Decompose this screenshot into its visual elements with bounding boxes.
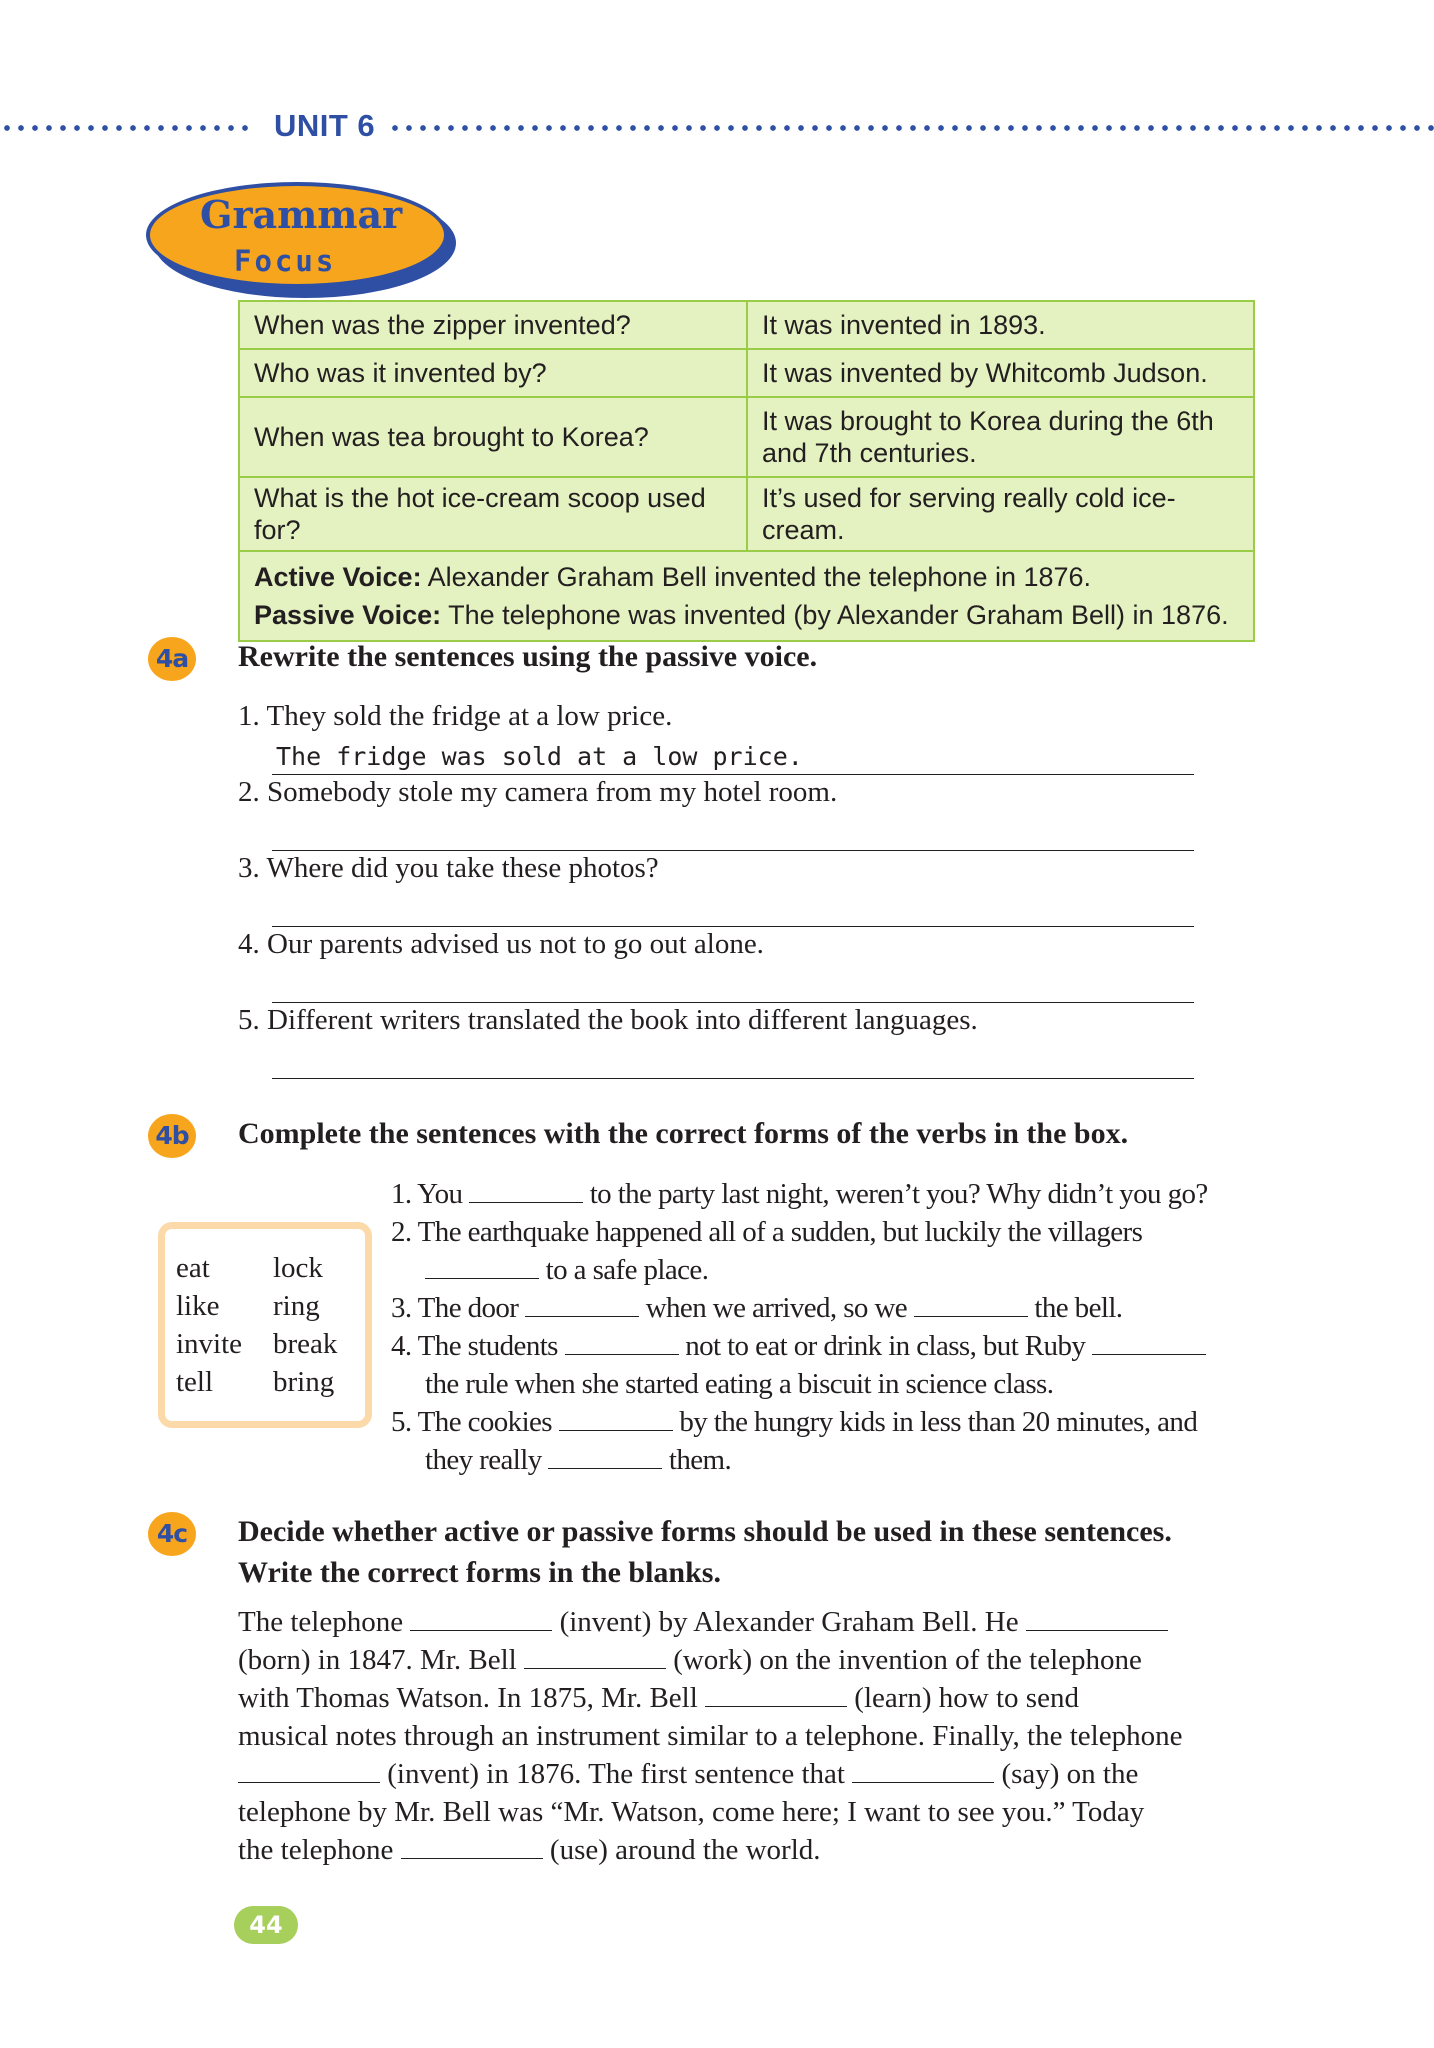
- example-answer: The fridge was sold at a low price.: [276, 742, 803, 771]
- question-cell: When was tea brought to Korea?: [239, 397, 747, 477]
- paragraph-text: the telephone: [238, 1834, 394, 1866]
- blank[interactable]: [238, 1758, 380, 1783]
- paragraph-line: [238, 1644, 1142, 1677]
- sentence-line: [425, 1368, 1053, 1401]
- question-cell: When was the zipper invented?: [239, 301, 747, 349]
- paragraph-text: musical notes through an instrument similar to a telephone. Finally, the telephone: [238, 1720, 1183, 1752]
- word-item: ring: [273, 1290, 320, 1322]
- passive-voice-label: Passive Voice:: [254, 600, 442, 630]
- sentence-text: them.: [668, 1444, 732, 1476]
- list-item: 2. Somebody stole my camera from my hotel room.: [238, 776, 838, 808]
- paragraph-text: The telephone: [238, 1606, 404, 1638]
- page-number: 44: [234, 1906, 298, 1944]
- sentence-line: [391, 1330, 1206, 1363]
- sentence-line: [391, 1292, 1122, 1325]
- header-dots-right: [388, 125, 1434, 131]
- blank[interactable]: [914, 1292, 1028, 1317]
- paragraph-line: [238, 1834, 821, 1867]
- paragraph-text: (work) on the invention of the telephone: [673, 1644, 1142, 1676]
- active-voice-label: Active Voice:: [254, 562, 422, 592]
- sentence-text: to a safe place.: [545, 1254, 709, 1286]
- word-item: break: [273, 1328, 338, 1360]
- blank[interactable]: [1026, 1606, 1168, 1631]
- sentence-line: [391, 1216, 1142, 1249]
- answer-line[interactable]: [272, 814, 1194, 851]
- paragraph-text: with Thomas Watson. In 1875, Mr. Bell: [238, 1682, 698, 1714]
- paragraph-text: (say) on the: [1001, 1758, 1139, 1790]
- list-item: 4. Our parents advised us not to go out alone.: [238, 928, 764, 960]
- paragraph-text: telephone by Mr. Bell was “Mr. Watson, come here; I want to see you.” Today: [238, 1796, 1145, 1828]
- paragraph-line: [238, 1796, 1144, 1829]
- exercise-badge-4b: 4b: [148, 1114, 196, 1158]
- sentence-text: 4. The students: [391, 1330, 558, 1362]
- exercise-title-4c-line1: Decide whether active or passive forms should be used in these sentences.: [238, 1515, 1172, 1548]
- question-cell: What is the hot ice-cream scoop used for?: [239, 477, 747, 551]
- word-item: invite: [176, 1328, 243, 1360]
- blank[interactable]: [469, 1178, 583, 1203]
- voice-row: [239, 551, 1254, 641]
- paragraph-line: [238, 1606, 1168, 1639]
- table-row: [239, 397, 1254, 477]
- word-item: bring: [273, 1366, 335, 1398]
- blank[interactable]: [705, 1682, 847, 1707]
- badge-subtitle: Focus: [234, 244, 337, 278]
- exercise-title-4a: Rewrite the sentences using the passive voice.: [238, 640, 818, 673]
- sentence-text: they really: [425, 1444, 542, 1476]
- exercise-title-4c-line2: Write the correct forms in the blanks.: [238, 1556, 721, 1589]
- grammar-table: [238, 300, 1255, 642]
- word-item: lock: [273, 1252, 323, 1284]
- sentence-text: to the party last night, weren’t you? Why didn’t you go?: [589, 1178, 1208, 1210]
- sentence-text: the bell.: [1034, 1292, 1123, 1324]
- blank[interactable]: [524, 1644, 666, 1669]
- list-item: 3. Where did you take these photos?: [238, 852, 659, 884]
- table-row: [239, 477, 1254, 551]
- sentence-line: [391, 1178, 1208, 1211]
- blank[interactable]: [1092, 1330, 1206, 1355]
- sentence-text: 3. The door: [391, 1292, 519, 1324]
- unit-label: UNIT 6: [274, 108, 376, 143]
- sentence-line: [391, 1406, 1197, 1439]
- blank[interactable]: [410, 1606, 552, 1631]
- answer-line[interactable]: [272, 738, 1194, 775]
- answer-line[interactable]: [272, 890, 1194, 927]
- answer-cell: It was brought to Korea during the 6th and 7th centuries.: [747, 397, 1254, 477]
- paragraph-text: (invent) in 1876. The first sentence that: [387, 1758, 845, 1790]
- answer-line[interactable]: [272, 1042, 1194, 1079]
- active-voice-text: Alexander Graham Bell invented the telephone in 1876.: [421, 562, 1092, 592]
- list-item: 5. Different writers translated the book into different languages.: [238, 1004, 978, 1036]
- word-item: tell: [176, 1366, 214, 1398]
- answer-cell: It was invented by Whitcomb Judson.: [747, 349, 1254, 397]
- exercise-title-4b: Complete the sentences with the correct forms of the verbs in the box.: [238, 1117, 1129, 1150]
- word-item: like: [176, 1290, 220, 1322]
- list-item: 1. They sold the fridge at a low price.: [238, 700, 673, 732]
- exercise-badge-4a: 4a: [148, 637, 196, 681]
- paragraph-line: [238, 1720, 1182, 1753]
- header-dots-left: [0, 125, 252, 131]
- sentence-text: 1. You: [391, 1178, 463, 1210]
- sentence-text: by the hungry kids in less than 20 minutes, and: [679, 1406, 1198, 1438]
- sentence-line: [425, 1254, 708, 1287]
- table-row: [239, 349, 1254, 397]
- answer-cell: It was invented in 1893.: [747, 301, 1254, 349]
- sentence-text: the rule when she started eating a biscuit in science class.: [425, 1368, 1054, 1400]
- badge-title: Grammar: [200, 192, 403, 237]
- sentence-line: [425, 1444, 731, 1477]
- answer-line[interactable]: [272, 966, 1194, 1003]
- answer-cell: It’s used for serving really cold ice-cream.: [747, 477, 1254, 551]
- exercise-badge-4c: 4c: [148, 1512, 196, 1556]
- question-cell: Who was it invented by?: [239, 349, 747, 397]
- sentence-text: not to eat or drink in class, but Ruby: [685, 1330, 1086, 1362]
- blank[interactable]: [565, 1330, 679, 1355]
- passive-voice-text: The telephone was invented (by Alexander Graham Bell) in 1876.: [441, 600, 1229, 630]
- paragraph-text: (invent) by Alexander Graham Bell. He: [559, 1606, 1019, 1638]
- paragraph-text: (born) in 1847. Mr. Bell: [238, 1644, 517, 1676]
- paragraph-text: (use) around the world.: [549, 1834, 821, 1866]
- paragraph-line: [238, 1758, 1138, 1791]
- sentence-text: 5. The cookies: [391, 1406, 552, 1438]
- paragraph-text: (learn) how to send: [854, 1682, 1079, 1714]
- blank[interactable]: [559, 1406, 673, 1431]
- blank[interactable]: [525, 1292, 639, 1317]
- sentence-text: when we arrived, so we: [645, 1292, 908, 1324]
- blank[interactable]: [852, 1758, 994, 1783]
- voice-cell: [239, 551, 1254, 641]
- word-item: eat: [176, 1252, 210, 1284]
- sentence-text: 2. The earthquake happened all of a sudden, but luckily the villagers: [391, 1216, 1143, 1248]
- blank[interactable]: [401, 1834, 543, 1859]
- paragraph-line: [238, 1682, 1079, 1715]
- blank[interactable]: [425, 1254, 539, 1279]
- blank[interactable]: [548, 1444, 662, 1469]
- table-row: [239, 301, 1254, 349]
